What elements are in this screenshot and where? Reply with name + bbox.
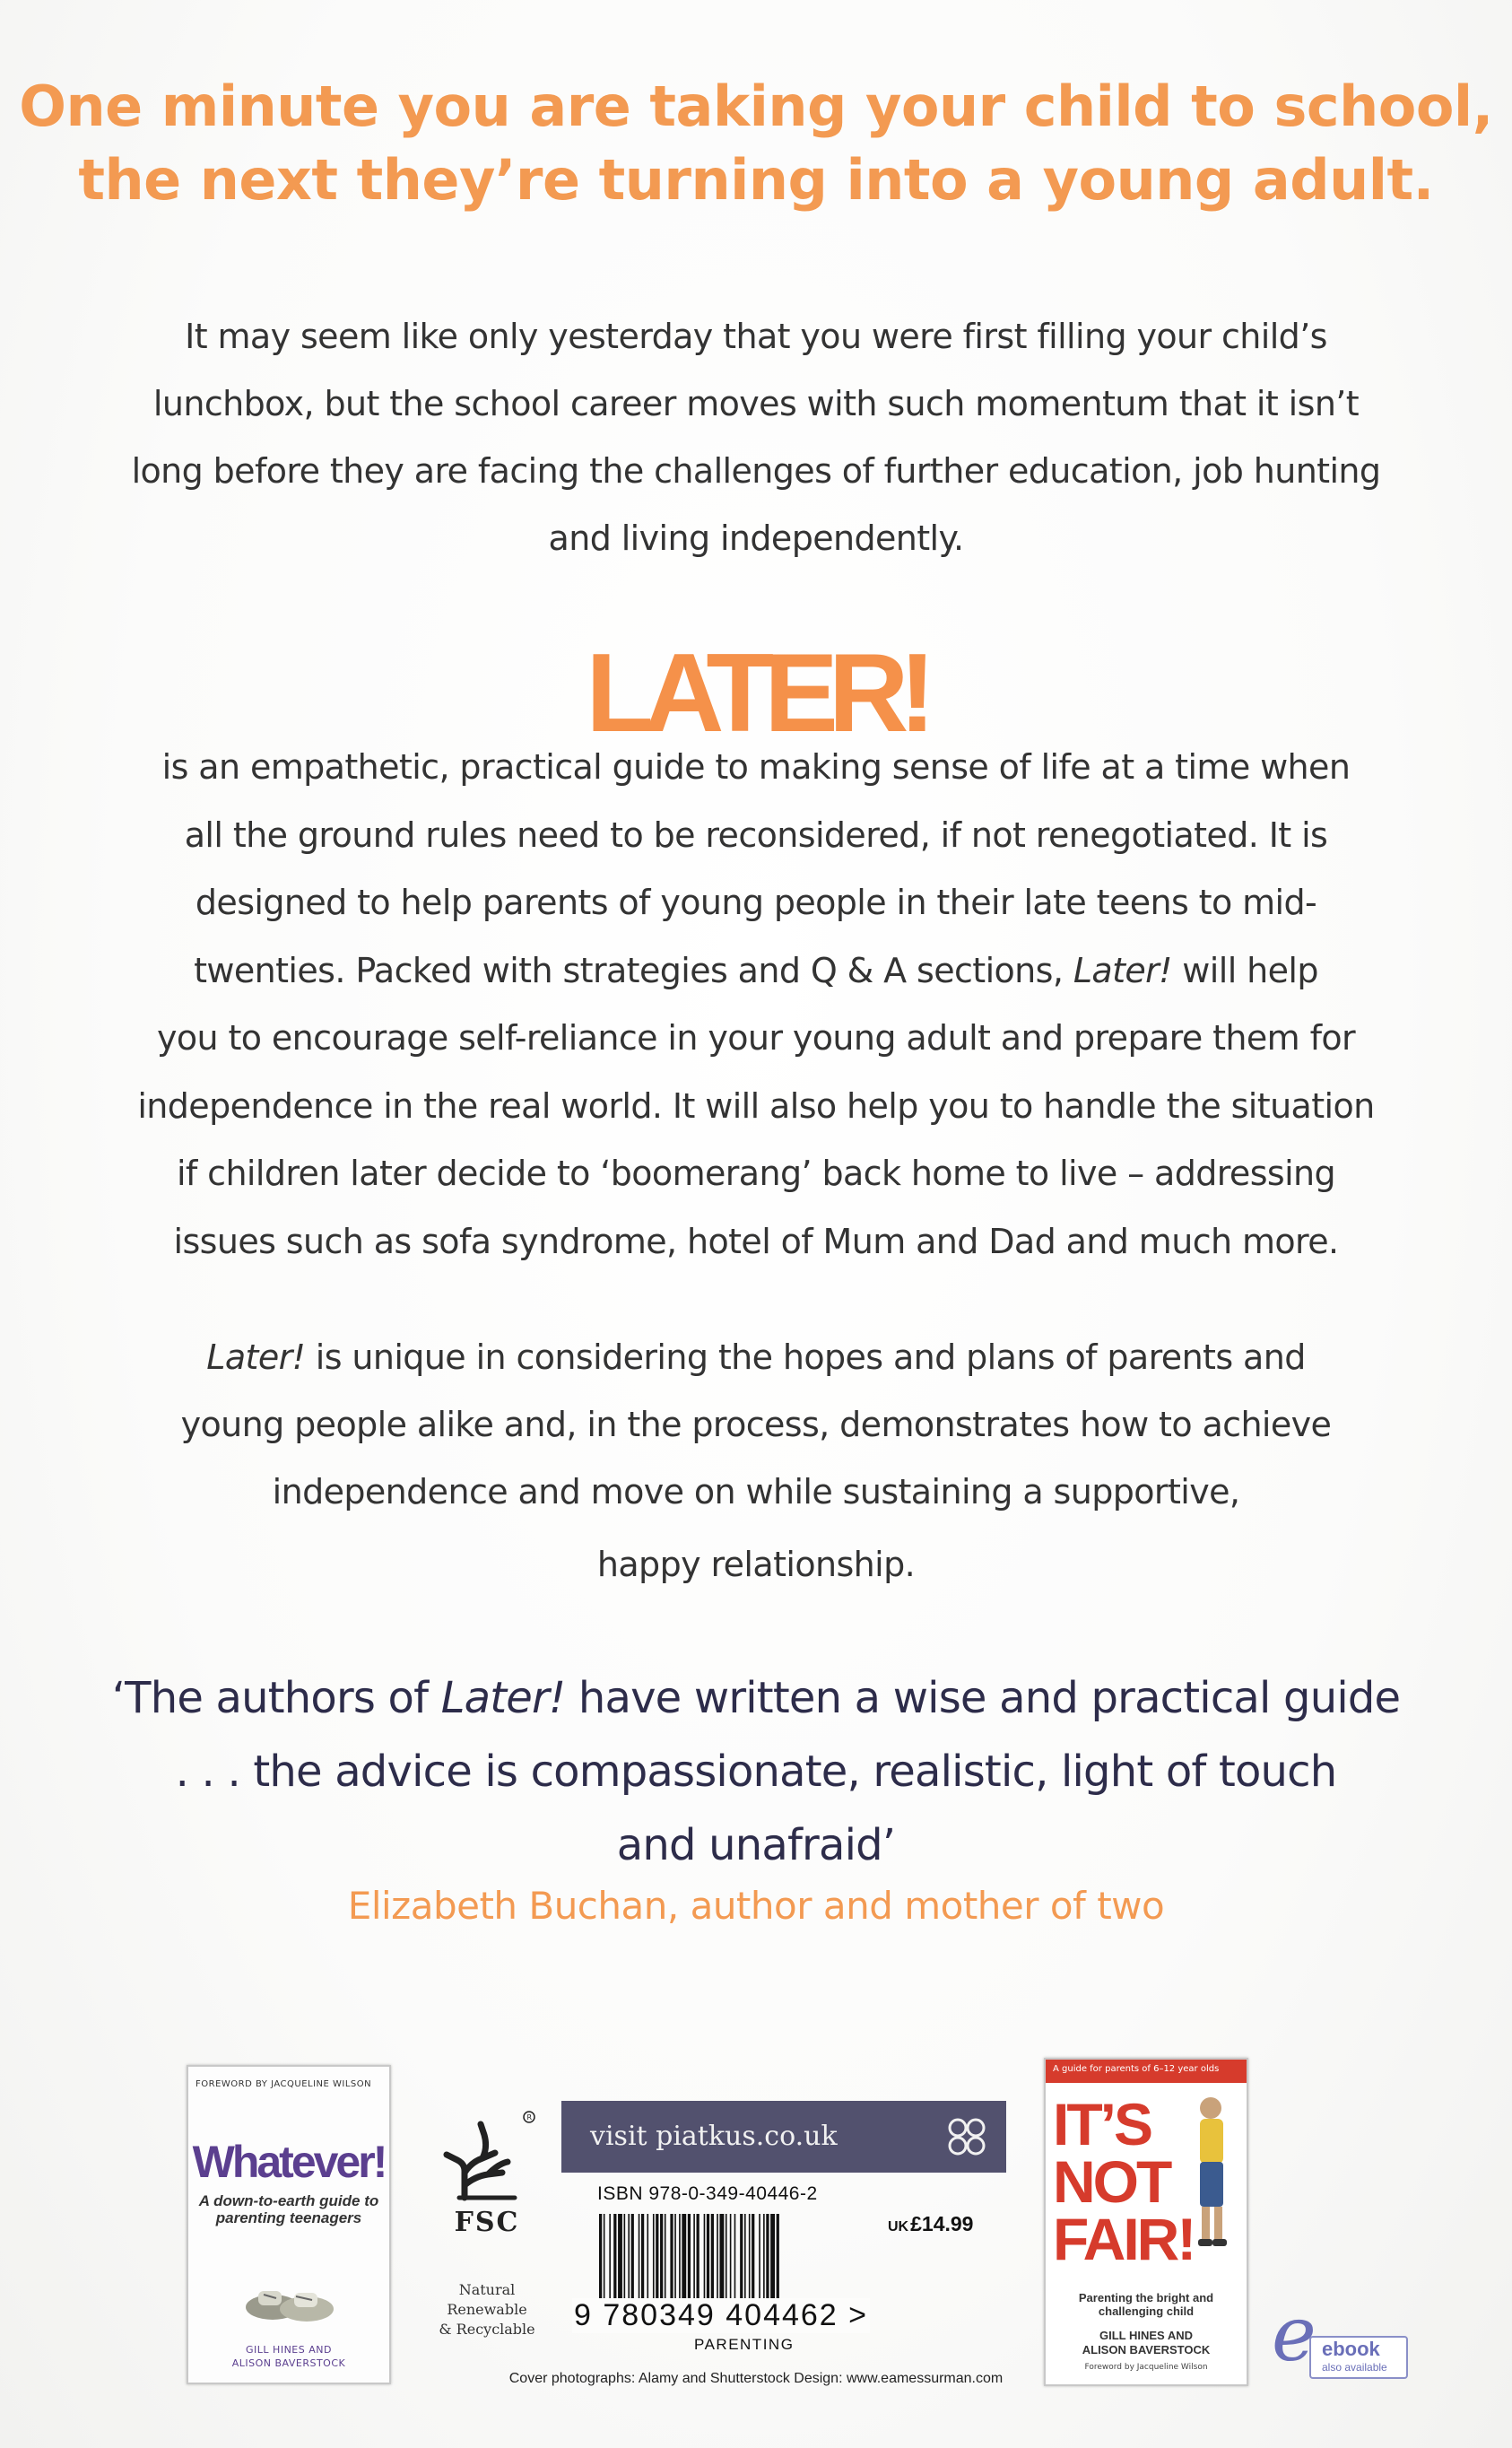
quote-line xyxy=(0,1661,1512,1735)
description-line: you to encourage self-reliance in your young adult and prepare them for xyxy=(156,1018,1356,1058)
book-title-fair: FAIR! xyxy=(1053,2206,1195,2272)
book-title-italic: Later! xyxy=(206,1337,306,1377)
price-prefix: UK xyxy=(888,2219,909,2235)
barcode-number: 9 780349 404462 > xyxy=(574,2298,869,2332)
unique-line: independence and move on while sustaining a supportive, xyxy=(272,1472,1240,1511)
publisher-block xyxy=(561,2101,1006,2357)
piatkus-logo-icon xyxy=(945,2115,988,2158)
description-text: twenties. Packed with strategies and Q & A sections, xyxy=(194,950,1073,990)
description-line xyxy=(0,937,1512,1006)
unique-line xyxy=(0,1324,1512,1391)
description-line: independence in the real world. It will also help you to handle the situation xyxy=(137,1085,1375,1126)
price xyxy=(888,2212,973,2236)
fsc-line: & Recyclable xyxy=(439,2321,535,2338)
review-quote xyxy=(0,1661,1512,1882)
shoes-icon xyxy=(240,2271,339,2325)
book-title-italic: Later! xyxy=(1073,950,1172,990)
book-subtitle: A down-to-earth guide to parenting teenagers xyxy=(198,2192,379,2226)
quote-line: . . . the advice is compassionate, realistic, light of touch xyxy=(175,1747,1337,1797)
intro-line: long before they are facing the challenges of further education, job hunting xyxy=(131,451,1381,491)
visit-bar xyxy=(561,2101,1006,2173)
fsc-line: Renewable xyxy=(447,2301,527,2318)
book-subtitle: Parenting the bright and challenging child xyxy=(1078,2291,1214,2318)
later-logo: LATER! xyxy=(586,632,926,755)
unique-paragraph xyxy=(0,1324,1512,1599)
description-text: will help xyxy=(1171,950,1318,990)
intro-paragraph xyxy=(0,303,1512,572)
ebook-badge xyxy=(1272,2290,1412,2379)
unique-text: is unique in considering the hopes and plans of parents and xyxy=(305,1337,1306,1377)
author-line: ALISON BAVERSTOCK xyxy=(231,2357,346,2369)
book-title-not: NOT xyxy=(1053,2148,1170,2215)
svg-text:R: R xyxy=(526,2113,533,2121)
description-line: if children later decide to ‘boomerang’ back home to live – addressing xyxy=(176,1154,1336,1193)
description-line: issues such as sofa syndrome, hotel of Mum and Dad and much more. xyxy=(173,1221,1339,1261)
book-band-text: A guide for parents of 6–12 year olds xyxy=(1053,2064,1220,2074)
fsc-label: FSC xyxy=(454,2207,520,2238)
description-line: designed to help parents of young people in their late teens to mid- xyxy=(195,883,1317,922)
ebook-sub: also available xyxy=(1322,2361,1387,2374)
book-title: Whatever! xyxy=(192,2137,386,2187)
book-authors xyxy=(1053,2329,1239,2357)
fsc-logo xyxy=(429,2110,545,2338)
price-value: £14.99 xyxy=(910,2212,974,2235)
fsc-tree-icon xyxy=(429,2110,545,2205)
book-thumbnail-whatever xyxy=(187,2065,391,2384)
fsc-text xyxy=(429,2280,545,2339)
book-foreword: FOREWORD BY JACQUELINE WILSON xyxy=(196,2079,372,2089)
website-link[interactable]: visit piatkus.co.uk xyxy=(590,2121,838,2152)
headline-line-1: One minute you are taking your child to school, xyxy=(19,74,1493,139)
author-line: ALISON BAVERSTOCK xyxy=(1082,2343,1211,2357)
quote-text: ‘The authors of xyxy=(111,1673,441,1723)
quote-attribution: Elizabeth Buchan, author and mother of two xyxy=(347,1884,1165,1928)
unique-line: young people alike and, in the process, demonstrates how to achieve xyxy=(180,1405,1332,1444)
book-authors xyxy=(197,2343,380,2370)
child-figure-icon xyxy=(1180,2092,1236,2253)
intro-line: lunchbox, but the school career moves with such momentum that it isn’t xyxy=(152,384,1360,423)
book-thumbnail-its-not-fair xyxy=(1044,2058,1248,2386)
ebook-e-letter: e xyxy=(1272,2290,1316,2378)
isbn: ISBN 978-0-349-40446-2 xyxy=(597,2183,818,2204)
headline-line-2: the next they’re turning into a young adult. xyxy=(78,147,1434,213)
intro-line: It may seem like only yesterday that you were first filling your child’s xyxy=(185,317,1327,356)
quote-line: and unafraid’ xyxy=(616,1820,896,1870)
ebook-label: ebook xyxy=(1322,2338,1380,2360)
description-line: is an empathetic, practical guide to making sense of life at a time when xyxy=(161,747,1351,787)
author-line: GILL HINES AND xyxy=(246,2344,332,2356)
book-foreword: Foreword by Jacqueline Wilson xyxy=(1084,2363,1208,2372)
book-title-italic: Later! xyxy=(440,1673,566,1723)
headline xyxy=(0,70,1512,217)
intro-line: and living independently. xyxy=(548,518,964,558)
quote-text: have written a wise and practical guide xyxy=(565,1673,1401,1723)
genre-label: PARENTING xyxy=(694,2336,795,2353)
credits: Cover photographs: Alamy and Shutterstock Design: www.eamessurman.com xyxy=(508,2371,1004,2386)
unique-line: happy relationship. xyxy=(596,1545,916,1584)
author-line: GILL HINES AND xyxy=(1099,2329,1193,2342)
book-title-its: IT’S xyxy=(1053,2091,1151,2157)
description-paragraph xyxy=(0,734,1512,1276)
description-line: all the ground rules need to be reconsidered, if not renegotiated. It is xyxy=(184,815,1328,855)
fsc-line: Natural xyxy=(458,2281,516,2298)
